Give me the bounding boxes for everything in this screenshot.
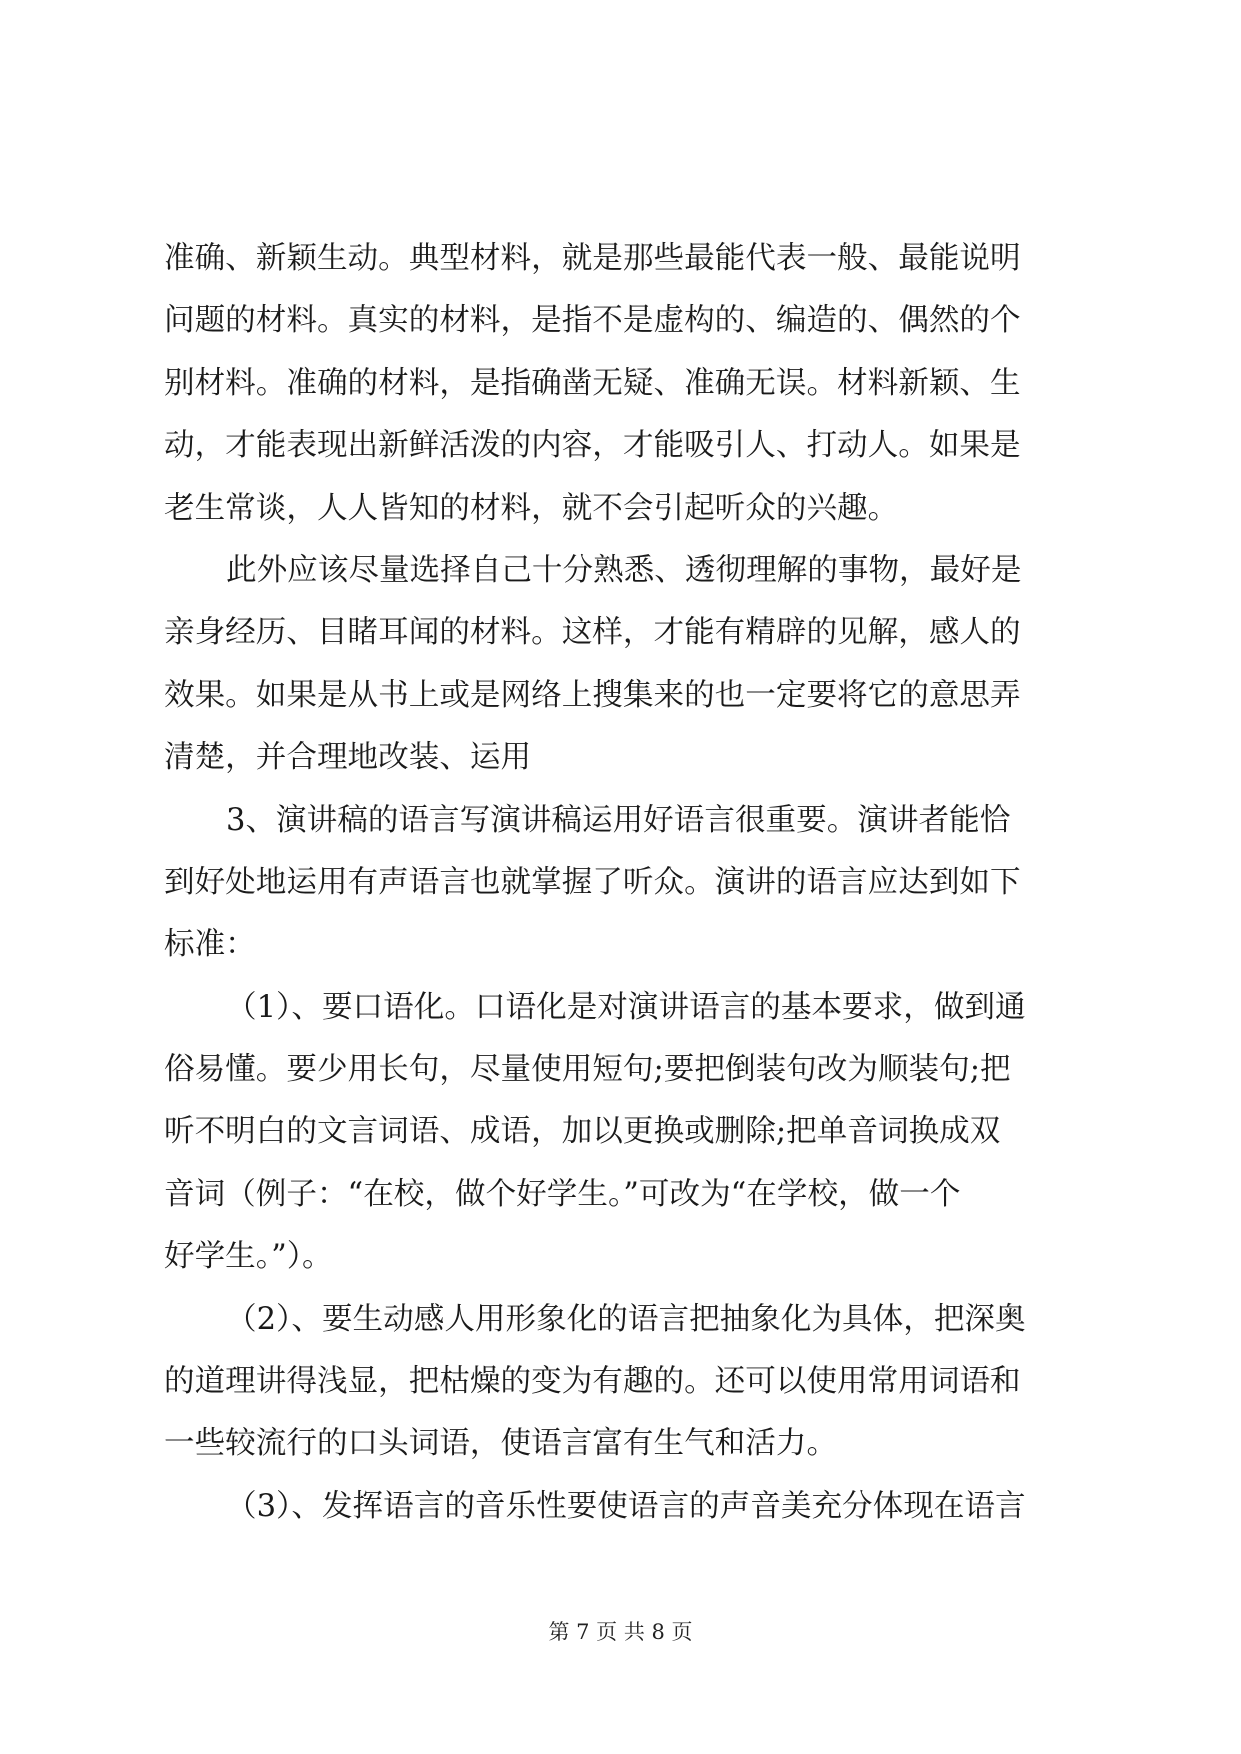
text-line: 音词（例子：“在校，做个好学生。”可改为“在学校，做一个 (164, 1176, 961, 1212)
text-line: 问题的材料。真实的材料，是指不是虚构的、编造的、偶然的个 (164, 303, 1021, 339)
text-line: 3、演讲稿的语言写演讲稿运用好语言很重要。演讲者能恰 (226, 802, 1011, 838)
text-line: 此外应该尽量选择自己十分熟悉、透彻理解的事物，最好是 (226, 552, 1022, 588)
text-line: 标准： (164, 927, 256, 963)
body-text (164, 228, 1082, 1538)
text-line: 的道理讲得浅显，把枯燥的变为有趣的。还可以使用常用词语和 (164, 1364, 1021, 1400)
text-line: 清楚，并合理地改装、运用 (164, 740, 532, 776)
text-line: 别材料。准确的材料，是指确凿无疑、准确无误。材料新颖、生 (164, 365, 1021, 401)
text-line: 好学生。”）。 (164, 1239, 333, 1275)
text-line: 听不明白的文言词语、成语，加以更换或删除;把单音词换成双 (164, 1114, 1001, 1150)
text-line: （3）、发挥语言的音乐性要使语言的声音美充分体现在语言 (226, 1488, 1026, 1524)
text-line: 俗易懂。要少用长句，尽量使用短句;要把倒装句改为顺装句;把 (164, 1052, 1011, 1088)
text-line: 效果。如果是从书上或是网络上搜集来的也一定要将它的意思弄 (164, 677, 1021, 713)
text-line: 到好处地运用有声语言也就掌握了听众。演讲的语言应达到如下 (164, 864, 1021, 900)
text-line: 动，才能表现出新鲜活泼的内容，才能吸引人、打动人。如果是 (164, 428, 1021, 464)
text-line: 老生常谈，人人皆知的材料，就不会引起听众的兴趣。 (164, 490, 899, 526)
text-line: 一些较流行的口头词语，使语言富有生气和活力。 (164, 1426, 838, 1462)
text-line: 准确、新颖生动。典型材料，就是那些最能代表一般、最能说明 (164, 241, 1021, 276)
page-footer: 第 7 页 共 8 页 (548, 1620, 693, 1644)
text-line: （1）、要口语化。口语化是对演讲语言的基本要求，做到通 (226, 989, 1026, 1025)
text-line: 亲身经历、目睹耳闻的材料。这样，才能有精辟的见解，感人的 (164, 615, 1021, 651)
text-line: （2）、要生动感人用形象化的语言把抽象化为具体，把深奥 (226, 1301, 1026, 1337)
